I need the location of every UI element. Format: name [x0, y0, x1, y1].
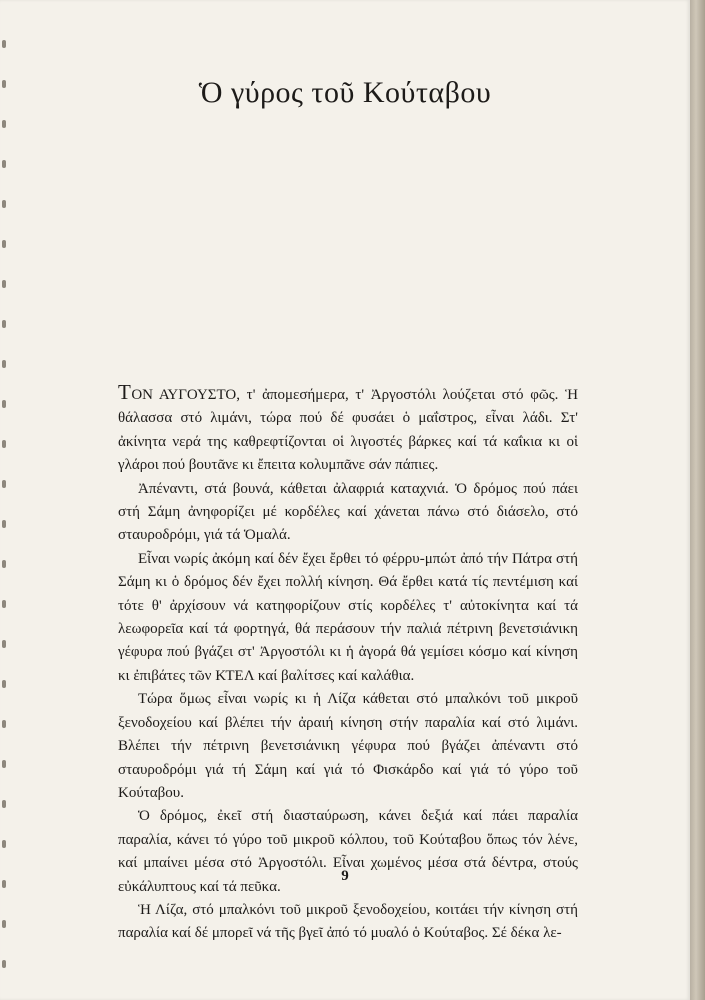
page-edge: [690, 0, 705, 1000]
page-number: 9: [341, 868, 349, 884]
body-text: [118, 381, 578, 946]
paragraph-4: Τώρα ὅμως εἶναι νωρίς κι ἡ Λίζα κάθεται στό μπαλκόνι τοῦ μικροῦ ξενοδοχείου καί βλέπει τήν ἀραιή κίνηση στήν παραλία καί στό λιμάνι. Βλέπει τήν πέτρινη βενετσιάνικη γέφυρα πού βγάζει ἀπέναντι στό σταυροδρόμι γιά τή Σάμη καί γιά τό Φισκάρδο καί γιά τό γύρο τοῦ Κούταβου.: [118, 691, 578, 801]
paragraph-1-text: ΟΝ ΑΥΓΟΥΣΤΟ, τ' ἀπομεσήμερα, τ' Ἀργοστόλι λούζεται στό φῶς. Ἡ θάλασσα στό λιμάνι, τώρα πού δέ φυσάει ὁ μαΐστρος, εἶναι λάδι. Στ' ἀκίνητα νερά της καθρεφτίζονται οἱ λιγοστές βάρκες καί τά καΐκια κι οἱ γλάροι πού βουτᾶνε κι ἔπειτα κολυμπᾶνε σάν πάπιες.: [118, 387, 578, 474]
chapter-title: Ὁ γύρος τοῦ Κούταβου: [198, 76, 492, 109]
paragraph-1: [118, 381, 578, 478]
paragraph-3: Εἶναι νωρίς ἀκόμη καί δέν ἔχει ἔρθει τό φέρρυ-μπώτ ἀπό τήν Πάτρα στή Σάμη κι ὁ δρόμος δέν ἔχει πολλή κίνηση. Θά ἔρθει κατά τίς πεντέμιση καί τότε θ' ἀρχίσουν νά κατηφορίζουν στίς κορδέλες τ' αὐτοκίνητα καί τά λεωφορεῖα καί τά φορτηγά, θά περάσουν τήν παλιά πέτρινη βενετσιάνικη γέφυρα πού βγάζει στ' Ἀργοστόλι κι ἡ ἀγορά θά γεμίσει κόσμο καί κίνηση κι ἐπιβάτες τῶν ΚΤΕΛ καί βαλίτσες καί καλάθια.: [118, 550, 578, 684]
paragraph-6: Ἡ Λίζα, στό μπαλκόνι τοῦ μικροῦ ξενοδοχείου, κοιτάει τήν κίνηση στή παραλία καί δέ μπορεῖ νά τῆς βγεῖ ἀπό τό μυαλό ὁ Κούταβος. Σέ δέκα λε-: [118, 901, 578, 942]
drop-cap: Τ: [118, 380, 132, 404]
paragraph-5: Ὁ δρόμος, ἐκεῖ στή διασταύρωση, κάνει δεξιά καί πάει παραλία παραλία, κάνει τό γύρο τοῦ μικροῦ κόλπου, τοῦ Κούταβου ὅπως τόν λένε, καί μπαίνει μέσα στό Ἀργοστόλι. Εἶναι χωμένος μέσα στά δέντρα, στούς εὐκάλυπτους καί τά πεῦκα.: [118, 808, 578, 895]
binding-holes: [2, 40, 8, 980]
paragraph-2: Ἀπέναντι, στά βουνά, κάθεται ἀλαφριά καταχνιά. Ὁ δρόμος πού πάει στή Σάμη ἀνηφορίζει μέ κορδέλες καί χάνεται πάνω στό διάσελο, στό σταυροδρόμι, γιά τά Ὁμαλά.: [118, 480, 578, 544]
